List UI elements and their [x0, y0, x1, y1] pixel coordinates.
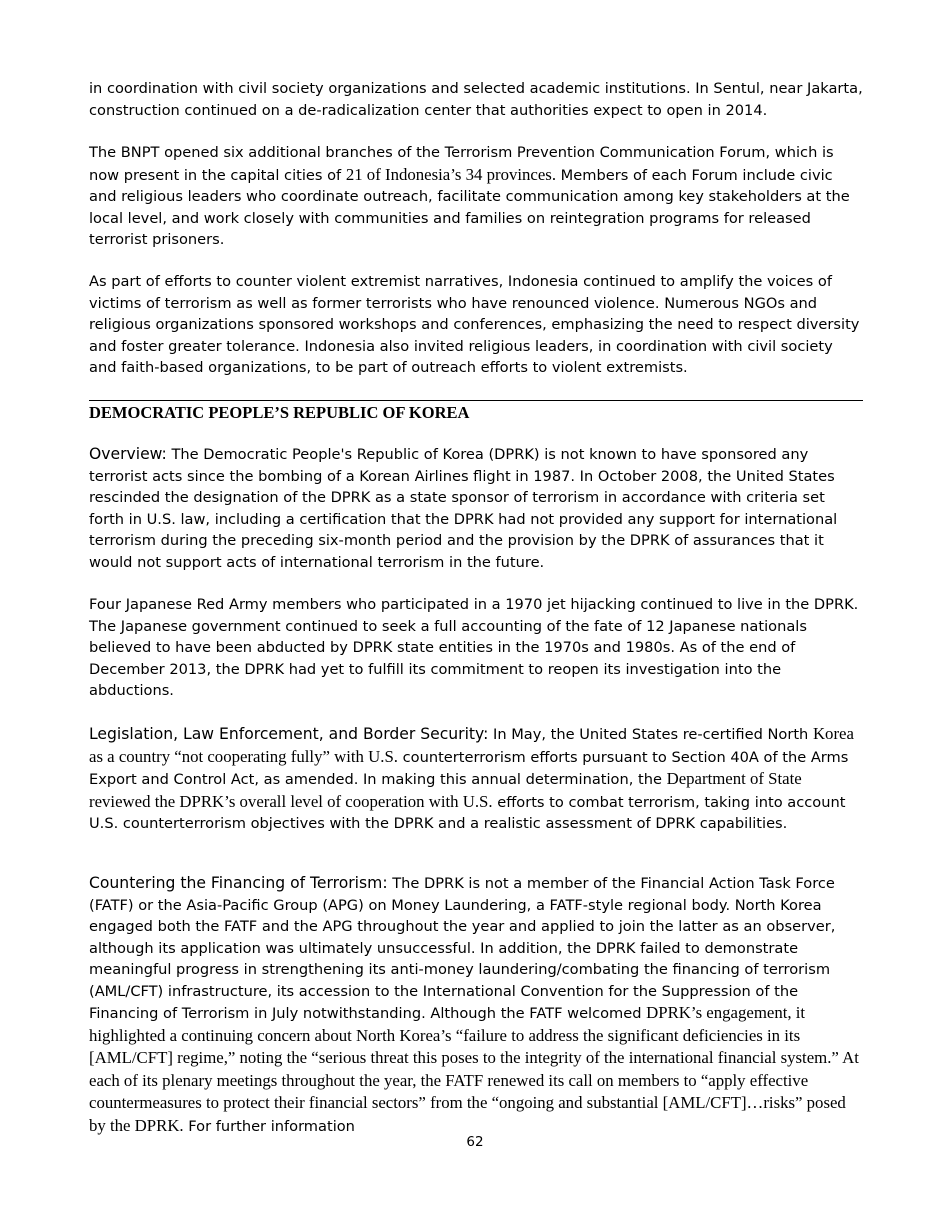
paragraph-text-serif: DPRK’s engagement, it highlighted a continuing concern about North Korea’s “failure to address the significant deficiencies in its [AML/CFT] regime,” noting the “serious threat this poses to the integrity of the international financial system.” At each of its plenary meetings throughout the year, the FATF renewed its call on members to “apply effective countermeasures to protect their financial sectors” from the “ongoing and substantial [AML/CFT]…risks” posed by the DPRK.: [89, 1003, 859, 1135]
paragraph-text: The Democratic People's Republic of Korea (DPRK) is not known to have sponsored any terrorist acts since the bombing of a Korean Airlines flight in 1987. In October 2008, the United States rescinded the designation of the DPRK as a state sponsor of terrorism in accordance with criteria set forth in U.S. law, including a certification that the DPRK had not provided any support for international terrorism during the preceding six-month period and the provision by the DPRK of assurances that it would not support acts of international terrorism in the future.: [89, 446, 838, 571]
paragraph-text-serif: 21 of Indonesia’s 34 provinces.: [345, 164, 557, 184]
overview-label: Overview:: [89, 445, 167, 463]
paragraph-counter-narratives: [89, 271, 864, 379]
page-number: 62: [466, 1134, 484, 1150]
paragraph-text: For further information: [183, 1117, 355, 1135]
paragraph-text: counterterrorism efforts pursuant to Section 40A of the Arms Export and Control Act, as amended. In making this annual determination, the: [89, 748, 849, 788]
section-divider: [89, 400, 863, 401]
paragraph-text: The BNPT opened six additional branches of the Terrorism Prevention Communication Forum, which is now present in the capital cities of: [89, 144, 834, 184]
paragraph-text: In May, the United States re-certified North: [488, 726, 813, 743]
paragraph-text: As part of efforts to counter violent extremist narratives, Indonesia continued to amplify the voices of victims of terrorism as well as former terrorists who have renounced violence. Numerous NGOs and religious organizations sponsored workshops and conferences, emphasizing the need to respect diversity and foster greater tolerance. Indonesia also invited religious leaders, in coordination with civil society and faith-based organizations, to be part of outreach efforts to violent extremists.: [89, 273, 860, 376]
legislation-label: Legislation, Law Enforcement, and Border Security:: [89, 725, 489, 743]
paragraph-bnpt: [89, 142, 864, 251]
paragraph-text: The DPRK is not a member of the Financial Action Task Force (FATF) or the Asia-Pacific Group (APG) on Money Laundering, a FATF-style regional body. North Korea engaged both the FATF and the APG throughout the year and applied to join the latter as an observer, although its application was ultimately unsuccessful. In addition, the DPRK failed to demonstrate meaningful progress in strengthening its anti-money laundering/combating the financing of terrorism (AML/CFT) infrastructure, its accession to the International Convention for the Suppression of the Financing of Terrorism in July notwithstanding. Although the FATF welcomed: [89, 875, 836, 1022]
paragraph-legislation: [89, 723, 864, 835]
paragraph-text: Members of each Forum include civic and religious leaders who coordinate outreach, facilitate communication among key stakeholders at the local level, and work closely with communities and families on reintegration programs for released terrorist prisoners.: [89, 166, 850, 248]
paragraph-text-serif: Korea as a country “not cooperating fully” with U.S.: [89, 724, 854, 766]
paragraph-sentul: [89, 78, 864, 121]
paragraph-text-serif: Department of State reviewed the DPRK’s overall level of cooperation with U.S.: [89, 769, 802, 811]
paragraph-financing: [89, 873, 864, 1137]
paragraph-text: efforts to combat terrorism, taking into account U.S. counterterrorism objectives with the DPRK and a realistic assessment of DPRK capabilities.: [89, 793, 846, 832]
paragraph-text: in coordination with civil society organizations and selected academic institutions. In Sentul, near Jakarta, construction continued on a de-radicalization center that authorities expect to open in 2014.: [89, 80, 863, 119]
financing-label: Countering the Financing of Terrorism:: [89, 874, 388, 892]
section-heading: DEMOCRATIC PEOPLE’S REPUBLIC OF KOREA: [89, 403, 470, 422]
paragraph-text: Four Japanese Red Army members who participated in a 1970 jet hijacking continued to live in the DPRK. The Japanese government continued to seek a full accounting of the fate of 12 Japanese nationals believed to have been abducted by DPRK state entities in the 1970s and 1980s. As of the end of December 2013, the DPRK had yet to fulfill its commitment to reopen its investigation into the abductions.: [89, 596, 859, 699]
paragraph-overview: [89, 444, 864, 573]
paragraph-japanese-red-army: [89, 594, 864, 702]
